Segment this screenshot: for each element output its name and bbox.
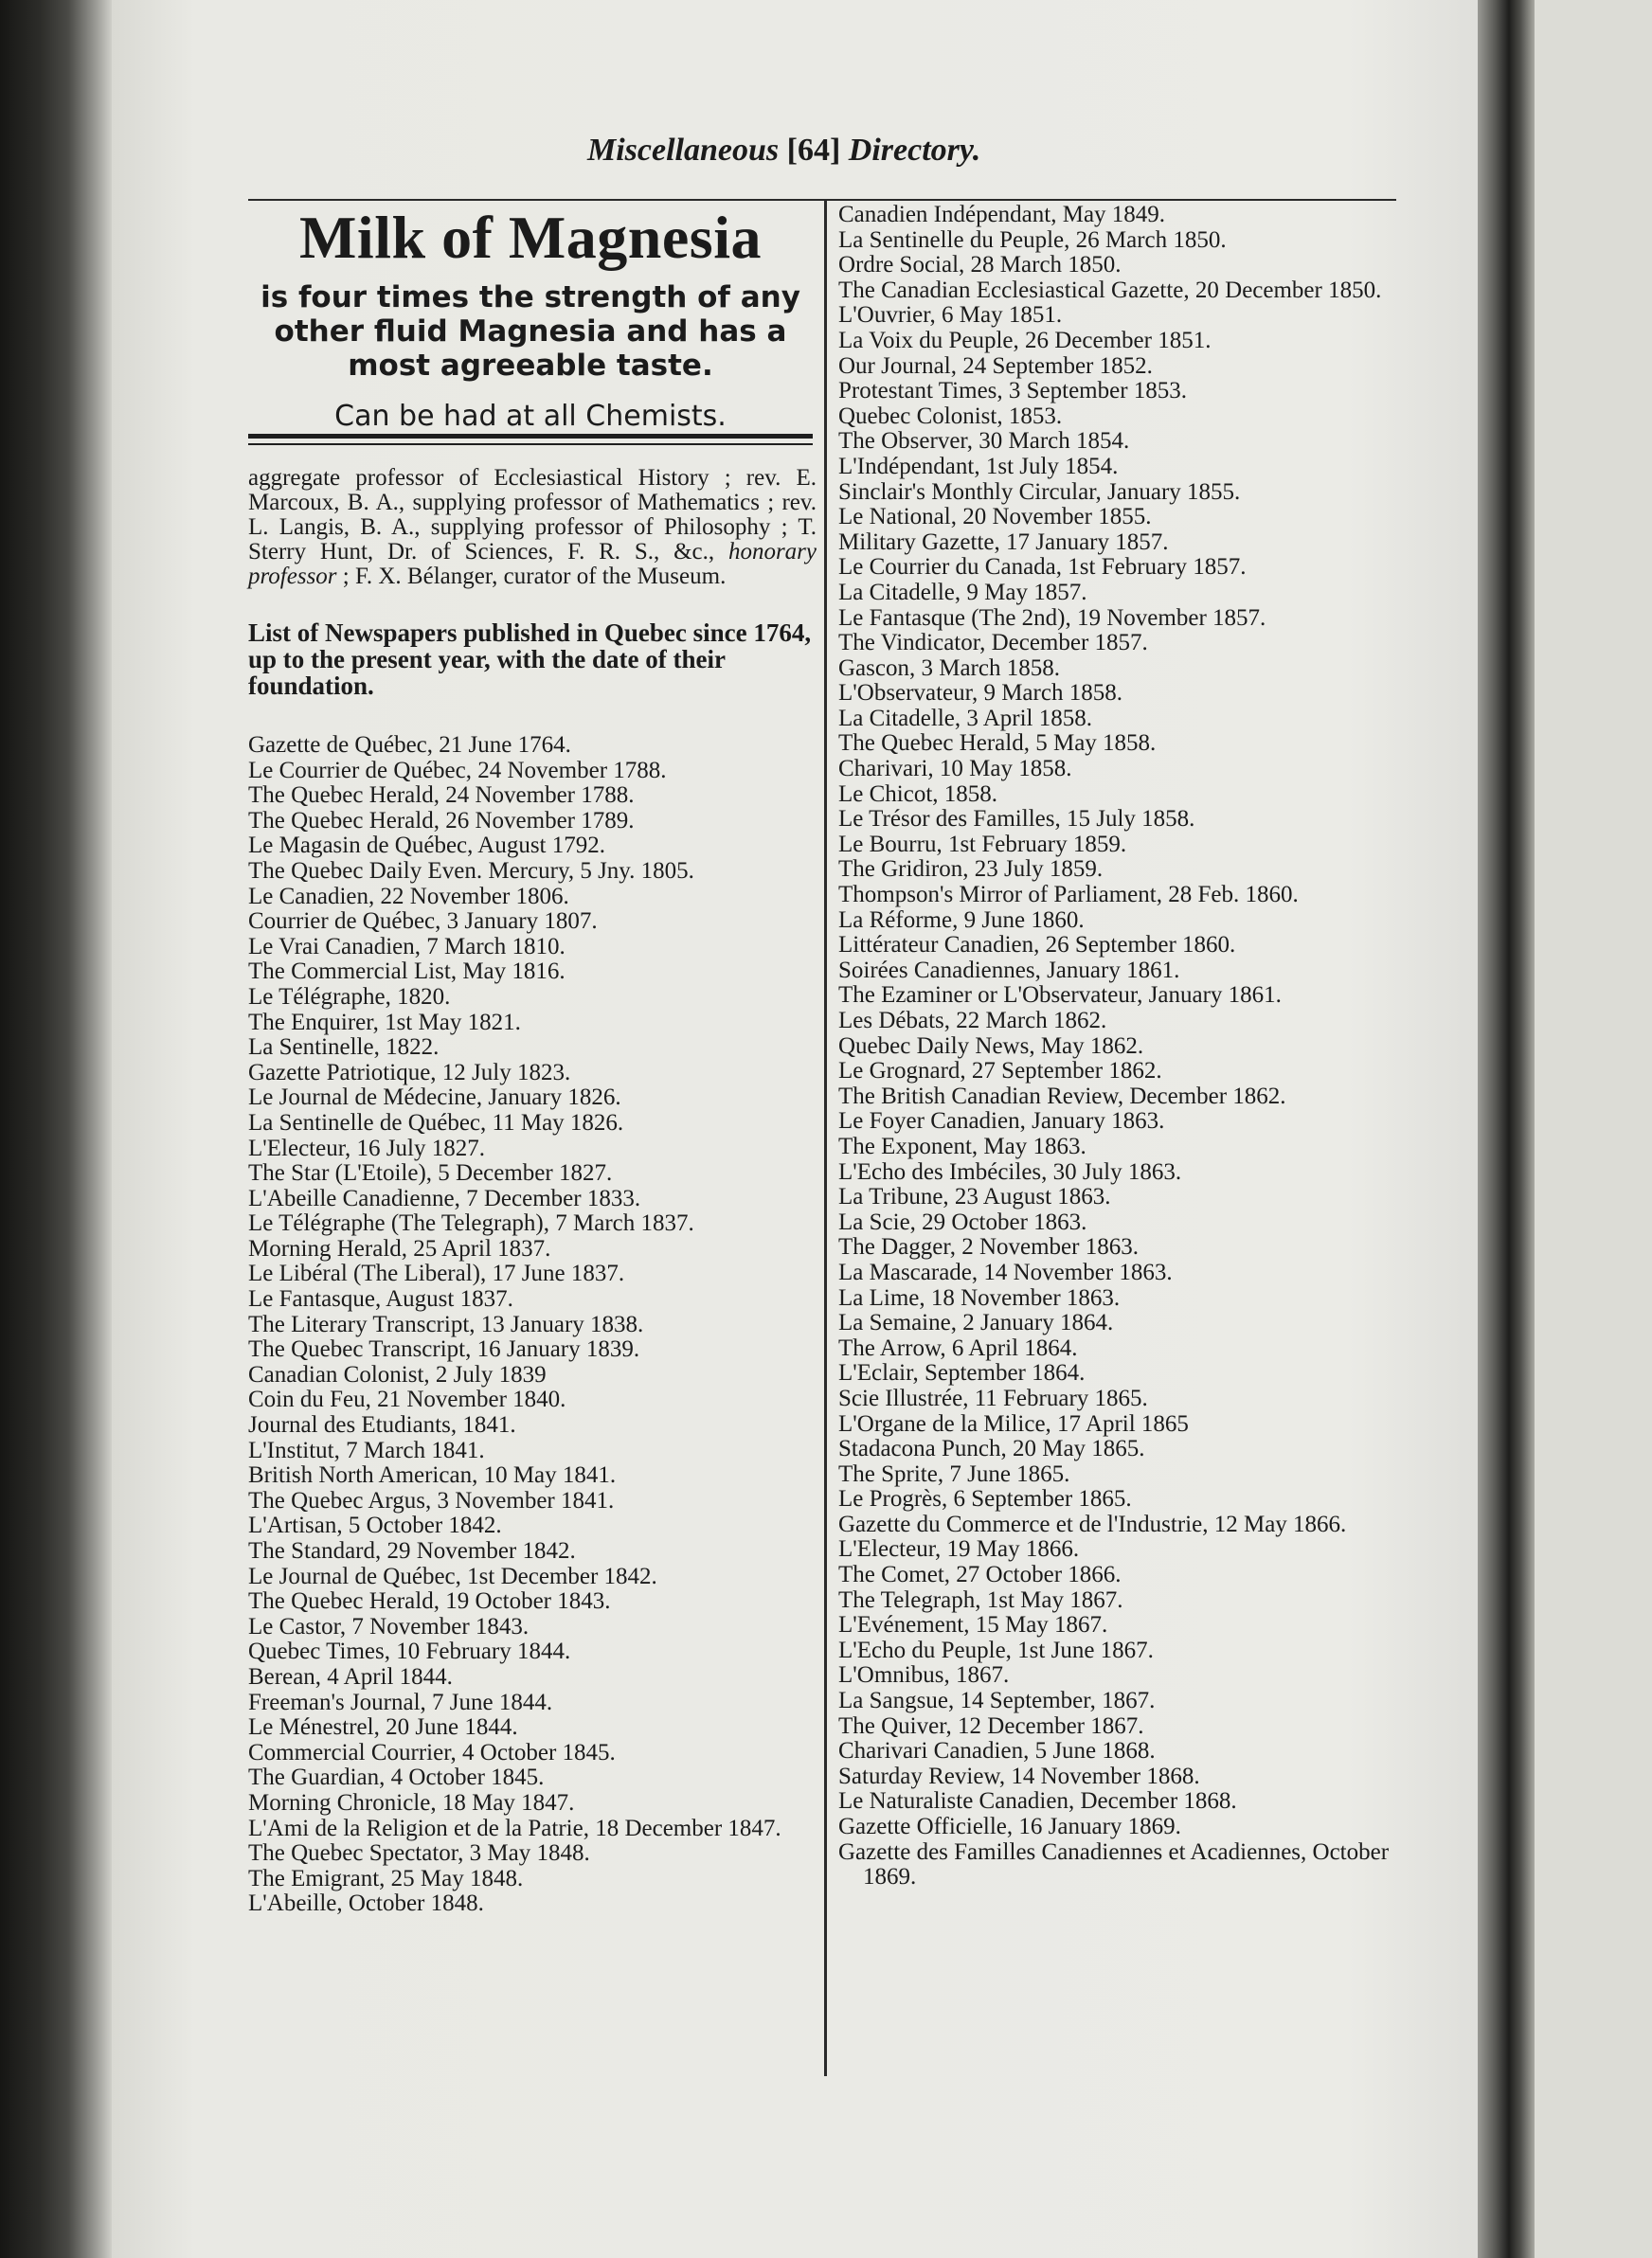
newspaper-entry: Canadien Indépendant, May 1849. <box>838 202 1166 227</box>
newspaper-entry: L'Observateur, 9 March 1858. <box>838 680 1122 707</box>
newspaper-entry: Quebec Colonist, 1853. <box>838 403 1063 429</box>
newspaper-entry: Thompson's Mirror of Parliament, 28 Feb. 1860. <box>838 882 1299 908</box>
newspaper-entry: The Sprite, 7 June 1865. <box>838 1461 1070 1487</box>
newspaper-entry: Soirées Canadiennes, January 1861. <box>838 957 1180 983</box>
newspaper-entry: Gazette Patriotique, 12 July 1823. <box>248 1059 571 1085</box>
newspaper-entry: Le Courrier du Canada, 1st February 1857. <box>838 554 1247 581</box>
newspaper-list-right <box>838 203 1397 1891</box>
newspaper-entry: Le Journal de Médecine, January 1826. <box>248 1084 621 1111</box>
newspaper-entry: The British Canadian Review, December 1862. <box>838 1083 1286 1109</box>
newspaper-entry: La Sangsue, 14 September, 1867. <box>838 1688 1156 1714</box>
newspaper-entry: The Vindicator, December 1857. <box>838 630 1148 656</box>
ad-title: Milk of Magnesia <box>299 204 762 271</box>
newspaper-entry: L'Omnibus, 1867. <box>838 1662 1010 1689</box>
newspaper-entry: Our Journal, 24 September 1852. <box>838 352 1153 379</box>
newspaper-entry: Commercial Courrier, 4 October 1845. <box>248 1739 616 1765</box>
newspaper-entry: Quebec Daily News, May 1862. <box>838 1032 1144 1059</box>
newspaper-entry: Le Trésor des Familles, 15 July 1858. <box>838 806 1195 833</box>
adjacent-page-edge <box>1535 0 1652 2258</box>
newspaper-entry: L'Organe de la Milice, 17 April 1865 <box>838 1410 1189 1437</box>
ad-body: is four times the strength of any other fluid Magnesia and has a most agreeable taste. <box>260 280 800 383</box>
header-left: Miscellaneous <box>587 133 780 168</box>
newspaper-entry: La Scie, 29 October 1863. <box>838 1209 1087 1235</box>
newspaper-entry: L'Echo des Imbéciles, 30 July 1863. <box>838 1158 1182 1185</box>
newspaper-entry: La Citadelle, 3 April 1858. <box>838 705 1093 731</box>
newspaper-entry: Les Débats, 22 March 1862. <box>838 1008 1107 1033</box>
newspaper-entry: The Commercial List, May 1816. <box>248 959 566 985</box>
newspaper-entry: Charivari, 10 May 1858. <box>838 756 1072 782</box>
newspaper-entry: L'Evénement, 15 May 1867. <box>838 1612 1108 1639</box>
running-header <box>587 133 980 169</box>
ad-availability: Can be had at all Chemists. <box>334 400 727 433</box>
newspaper-entry: L'Ami de la Religion et de la Patrie, 18 December 1847. <box>248 1815 781 1841</box>
newspaper-entry: The Comet, 27 October 1866. <box>838 1562 1122 1588</box>
faculty-paragraph: aggregate professor of Ecclesiastical History ; rev. E. Marcoux, B. A., supplying professor of Mathematics ; rev. L. Langis, B. A., supplying professor of Philosophy ; T. Sterry Hunt, Dr. of Sciences, F. R. S., &c., honorary professor ; F. X. Bélanger, curator of the Museum. <box>248 465 817 589</box>
newspaper-entry: The Arrow, 6 April 1864. <box>838 1335 1078 1361</box>
newspaper-entry: Journal des Etudiants, 1841. <box>248 1412 516 1439</box>
left-binding-edge <box>0 0 114 2258</box>
newspaper-entry: The Enquirer, 1st May 1821. <box>248 1009 521 1035</box>
newspaper-entry: The Quebec Herald, 26 November 1789. <box>248 807 635 833</box>
newspaper-entry: Le Télégraphe (The Telegraph), 7 March 1837. <box>248 1210 694 1237</box>
newspaper-entry: The Quebec Argus, 3 November 1841. <box>248 1487 615 1514</box>
newspaper-entry: The Quebec Herald, 19 October 1843. <box>248 1588 611 1615</box>
newspaper-entry: Canadian Colonist, 2 July 1839 <box>248 1361 547 1388</box>
newspaper-entry: Le Journal de Québec, 1st December 1842. <box>248 1563 657 1589</box>
newspaper-list-left <box>248 733 817 1917</box>
newspaper-entry: Gascon, 3 March 1858. <box>838 654 1060 681</box>
newspaper-entry: L'Ouvrier, 6 May 1851. <box>838 302 1063 329</box>
newspaper-entry: Le Grognard, 27 September 1862. <box>838 1058 1162 1084</box>
newspaper-entry: Littérateur Canadien, 26 September 1860. <box>838 932 1236 959</box>
ad-rule-thick <box>248 434 813 439</box>
newspaper-entry: La Sentinelle du Peuple, 26 March 1850. <box>838 226 1227 253</box>
newspaper-entry: Gazette du Commerce et de l'Industrie, 12 May 1866. <box>838 1511 1347 1537</box>
newspaper-entry: Berean, 4 April 1844. <box>248 1663 453 1690</box>
newspaper-entry: The Guardian, 4 October 1845. <box>248 1765 545 1791</box>
newspaper-entry: Le Progrès, 6 September 1865. <box>838 1486 1132 1513</box>
newspaper-entry: The Literary Transcript, 13 January 1838. <box>248 1311 644 1337</box>
newspaper-entry: L'Eclair, September 1864. <box>838 1360 1086 1387</box>
left-column <box>248 466 817 1917</box>
newspaper-entry: Ordre Social, 28 March 1850. <box>838 252 1122 278</box>
newspaper-entry: Le Magasin de Québec, August 1792. <box>248 833 606 859</box>
newspaper-entry: Quebec Times, 10 February 1844. <box>248 1639 571 1665</box>
newspaper-entry: The Canadian Ecclesiastical Gazette, 20 December 1850. <box>838 277 1382 303</box>
newspaper-entry: The Star (L'Etoile), 5 December 1827. <box>248 1160 613 1187</box>
newspaper-entry: L'Abeille Canadienne, 7 December 1833. <box>248 1185 641 1211</box>
newspaper-entry: Courrier de Québec, 3 January 1807. <box>248 908 598 935</box>
newspaper-entry: Morning Chronicle, 18 May 1847. <box>248 1789 575 1816</box>
newspaper-entry: L'Electeur, 19 May 1866. <box>838 1536 1080 1563</box>
newspaper-entry: La Lime, 18 November 1863. <box>838 1284 1121 1311</box>
newspaper-entry: The Telegraph, 1st May 1867. <box>838 1586 1123 1613</box>
newspaper-entry: The Quebec Transcript, 16 January 1839. <box>248 1336 640 1363</box>
newspaper-entry: Military Gazette, 17 January 1857. <box>838 529 1169 555</box>
book-spine <box>1478 0 1535 2258</box>
newspaper-entry: The Quiver, 12 December 1867. <box>838 1712 1144 1739</box>
newspaper-entry: Coin du Feu, 21 November 1840. <box>248 1387 566 1413</box>
newspaper-entry: La Mascarade, 14 November 1863. <box>838 1259 1173 1285</box>
newspaper-entry: Le Foyer Canadien, January 1863. <box>838 1108 1165 1135</box>
newspaper-entry: Le Canadien, 22 November 1806. <box>248 883 569 909</box>
newspaper-entry: The Exponent, May 1863. <box>838 1133 1086 1159</box>
newspaper-list-heading: List of Newspapers published in Quebec since 1764, up to the present year, with the date of their foundation. <box>248 618 812 700</box>
newspaper-entry: La Tribune, 23 August 1863. <box>838 1184 1111 1210</box>
newspaper-entry: Scie Illustrée, 11 February 1865. <box>838 1385 1148 1411</box>
newspaper-entry: Le Fantasque, August 1837. <box>248 1286 513 1313</box>
newspaper-entry: The Observer, 30 March 1854. <box>838 428 1130 455</box>
newspaper-entry: Gazette Officielle, 16 January 1869. <box>838 1814 1181 1839</box>
advertisement-block <box>248 201 813 433</box>
newspaper-entry: L'Indépendant, 1st July 1854. <box>838 453 1119 479</box>
newspaper-entry: Sinclair's Monthly Circular, January 1855. <box>838 478 1241 505</box>
newspaper-entry: L'Artisan, 5 October 1842. <box>248 1513 502 1539</box>
newspaper-entry: British North American, 10 May 1841. <box>248 1462 617 1489</box>
newspaper-entry: La Citadelle, 9 May 1857. <box>838 579 1087 605</box>
newspaper-entry: Le Vrai Canadien, 7 March 1810. <box>248 933 566 959</box>
newspaper-entry: The Quebec Daily Even. Mercury, 5 Jny. 1805. <box>248 857 694 884</box>
newspaper-entry: Freeman's Journal, 7 June 1844. <box>248 1689 553 1715</box>
newspaper-entry: La Semaine, 2 January 1864. <box>838 1310 1114 1336</box>
newspaper-entry: Gazette de Québec, 21 June 1764. <box>248 732 571 758</box>
newspaper-entry: La Voix du Peuple, 26 December 1851. <box>838 327 1212 353</box>
newspaper-entry: Le Courrier de Québec, 24 November 1788. <box>248 757 667 783</box>
newspaper-entry: The Standard, 29 November 1842. <box>248 1538 576 1564</box>
newspaper-entry: Morning Herald, 25 April 1837. <box>248 1235 551 1262</box>
newspaper-entry: L'Abeille, October 1848. <box>248 1891 484 1917</box>
newspaper-entry: Saturday Review, 14 November 1868. <box>838 1763 1200 1789</box>
newspaper-entry: La Réforme, 9 June 1860. <box>838 906 1085 933</box>
newspaper-entry: L'Institut, 7 March 1841. <box>248 1437 485 1463</box>
newspaper-entry: Protestant Times, 3 September 1853. <box>838 378 1188 404</box>
newspaper-entry: Le Ménestrel, 20 June 1844. <box>248 1714 518 1741</box>
newspaper-entry: Gazette des Familles Canadiennes et Acadiennes, October 1869. <box>838 1838 1390 1891</box>
newspaper-entry: La Sentinelle, 1822. <box>248 1034 440 1061</box>
newspaper-entry: The Emigrant, 25 May 1848. <box>248 1865 524 1891</box>
newspaper-entry: Le Fantasque (The 2nd), 19 November 1857. <box>838 604 1266 631</box>
newspaper-entry: La Sentinelle de Québec, 11 May 1826. <box>248 1109 624 1136</box>
newspaper-entry: The Ezaminer or L'Observateur, January 1861. <box>838 982 1282 1009</box>
newspaper-entry: Stadacona Punch, 20 May 1865. <box>838 1436 1145 1462</box>
newspaper-entry: L'Electeur, 16 July 1827. <box>248 1135 485 1161</box>
newspaper-entry: Le Naturaliste Canadien, December 1868. <box>838 1788 1237 1815</box>
newspaper-entry: The Quebec Herald, 24 November 1788. <box>248 782 635 809</box>
newspaper-entry: L'Echo du Peuple, 1st June 1867. <box>838 1637 1154 1663</box>
newspaper-entry: The Quebec Spectator, 3 May 1848. <box>248 1840 590 1867</box>
ad-rule-thin <box>248 443 813 445</box>
right-column <box>838 203 1397 1891</box>
newspaper-entry: Le Castor, 7 November 1843. <box>248 1613 530 1640</box>
newspaper-entry: Le Bourru, 1st February 1859. <box>838 831 1127 857</box>
newspaper-entry: Charivari Canadien, 5 June 1868. <box>838 1738 1156 1765</box>
newspaper-entry: Le Libéral (The Liberal), 17 June 1837. <box>248 1261 625 1287</box>
newspaper-entry: Le Télégraphe, 1820. <box>248 983 451 1010</box>
page-number: [64] <box>786 133 841 168</box>
newspaper-entry: The Gridiron, 23 July 1859. <box>838 856 1104 883</box>
newspaper-entry: Le Chicot, 1858. <box>838 780 998 807</box>
newspaper-entry: The Dagger, 2 November 1863. <box>838 1234 1139 1261</box>
newspaper-entry: Le National, 20 November 1855. <box>838 504 1152 530</box>
newspaper-entry: The Quebec Herald, 5 May 1858. <box>838 730 1157 757</box>
header-right: Directory. <box>848 133 981 168</box>
column-divider <box>824 201 827 2076</box>
